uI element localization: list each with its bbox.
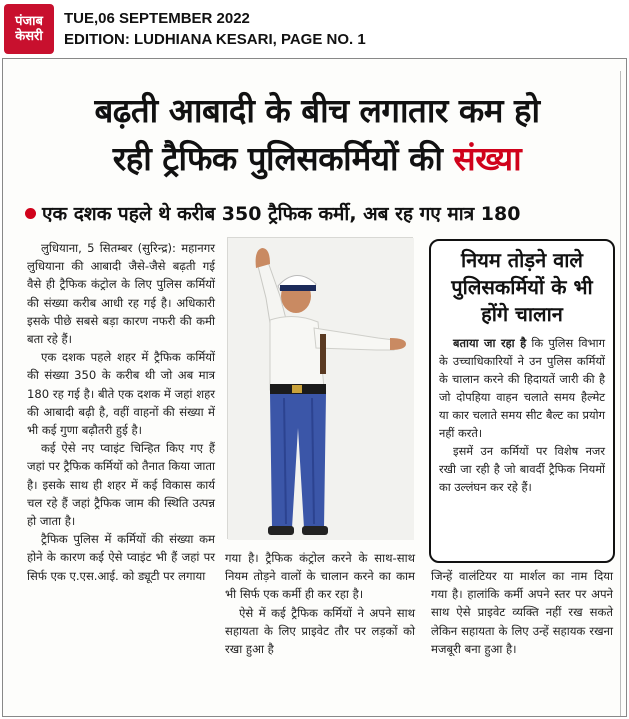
edition-info [64,8,366,50]
boxed-story-paragraph-2: इसमें उन कर्मियों पर विशेष नजर रखी जा रही है जो बावर्दी ट्रैफिक नियमों का उल्लंघन कर रहे हैं। [439,444,605,494]
subheadline-text: एक दशक पहले थे करीब 350 ट्रैफिक कर्मी, अब रह गए मात्र 180 [42,203,521,225]
dateline: लुधियाना, 5 सितम्बर (सुरिन्द्र): [41,241,176,255]
cropped-right-column [620,71,626,716]
article-column-3 [431,567,613,658]
headline-line-1: बढ़ती आबादी के बीच लगातार कम हो [94,91,540,130]
masthead [0,0,629,58]
article-headline [17,87,617,183]
sidebar-boxed-story [429,239,615,563]
boxed-story-body [439,334,605,496]
edition-page: EDITION: LUDHIANA KESARI, PAGE NO. 1 [64,31,366,48]
traffic-policeman-photo [227,237,413,539]
column-1-paragraph-1 [27,239,215,348]
article-column-1 [27,239,215,585]
article-subheadline [25,201,615,227]
boxed-story-paragraph-1-text: कि पुलिस विभाग के उच्चाधिकारियों ने उन पुलिस कर्मियों के चालान करने की हिदायतें जारी की है जो दोपहिया वाहन चलाते समय हैल्मेट या कार चलाते समय सीट बैल्ट का प्रयोग नहीं करते। [439,336,606,440]
boxed-story-lead: बताया जा रहा है [453,336,527,350]
article-column-2 [225,549,415,658]
headline-line-2: रही ट्रैफिक पुलिसकर्मियों की [112,139,454,178]
cropped-top-strip [3,59,627,71]
punjab-kesari-logo [4,4,54,54]
cropped-left-column [3,71,11,716]
column-1-paragraph-3: कई ऐसे नए प्वाइंट चिन्हित किए गए हैं जहां पर ट्रैफिक कर्मियों को तैनात किया जाता है। इसके साथ ही शहर में कई विकास कार्य चल रहे हैं जहां ट्रैफिक जाम की स्थिति उत्पन्न हो जाता है। [27,441,215,529]
newspaper-clipping [2,58,627,717]
column-1-paragraph-2: एक दशक पहले शहर में ट्रैफिक कर्मियों की संख्या 350 के करीब थी जो अब मात्र 180 रह गई है। बीते एक दशक में जहां शहर की आबादी बढ़ी है, वहीं वाहनों की संख्या में भी कई गुणा बढ़ौतरी हुई है। [27,350,215,438]
red-dot-bullet-icon [25,208,36,219]
headline-highlight-word: संख्या [453,139,522,178]
column-2-paragraph-2: ऐसे में कई ट्रैफिक कर्मियों ने अपने साथ सहायता के लिए प्राइवेट तौर पर लड़कों को रखा हुआ है [225,605,415,657]
column-1-paragraph-4: ट्रैफिक पुलिस में कर्मियों की संख्या कम होने के कारण कई ऐसे प्वाइंट भी हैं जहां पर सिर्फ एक ए.एस.आई. को ड्यूटी पर लगाया [27,532,215,583]
boxed-story-paragraph-1 [439,334,605,442]
publication-date: TUE,06 SEPTEMBER 2022 [64,10,250,27]
boxed-story-title: नियम तोड़ने वाले पुलिसकर्मियों के भी होंगे चालान [451,248,593,326]
column-1-paragraph-1-text: महानगर लुधियाना की आबादी जैसे-जैसे बढ़ती गई वैसे ही ट्रैफिक कंट्रोल के लिए पुलिस कर्मियों की संख्या करीब आधी रह गई है। अधिकारी इसके पीछे सबसे बड़ा कारण नफरी की कमी बता रहे हैं। [27,241,215,347]
policeman-illustration [228,238,414,540]
logo-line-1: पंजाब [15,14,43,29]
column-3-paragraph-1: जिन्हें वालंटियर या मार्शल का नाम दिया गया है। हालांकि कर्मी अपने स्तर पर अपने साथ ऐसे प्राइवेट व्यक्ति नहीं रख सकते लेकिन सहायता के लिए उन्हें सहायक रखना मजबूरी बना हुआ है। [431,569,613,656]
column-2-paragraph-1: गया है। ट्रैफिक कंट्रोल करने के साथ-साथ नियम तोड़ने वालों के चालान करने का काम भी सिर्फ एक कर्मी ही कर रहा है। [225,551,415,602]
logo-line-2: केसरी [15,29,43,44]
